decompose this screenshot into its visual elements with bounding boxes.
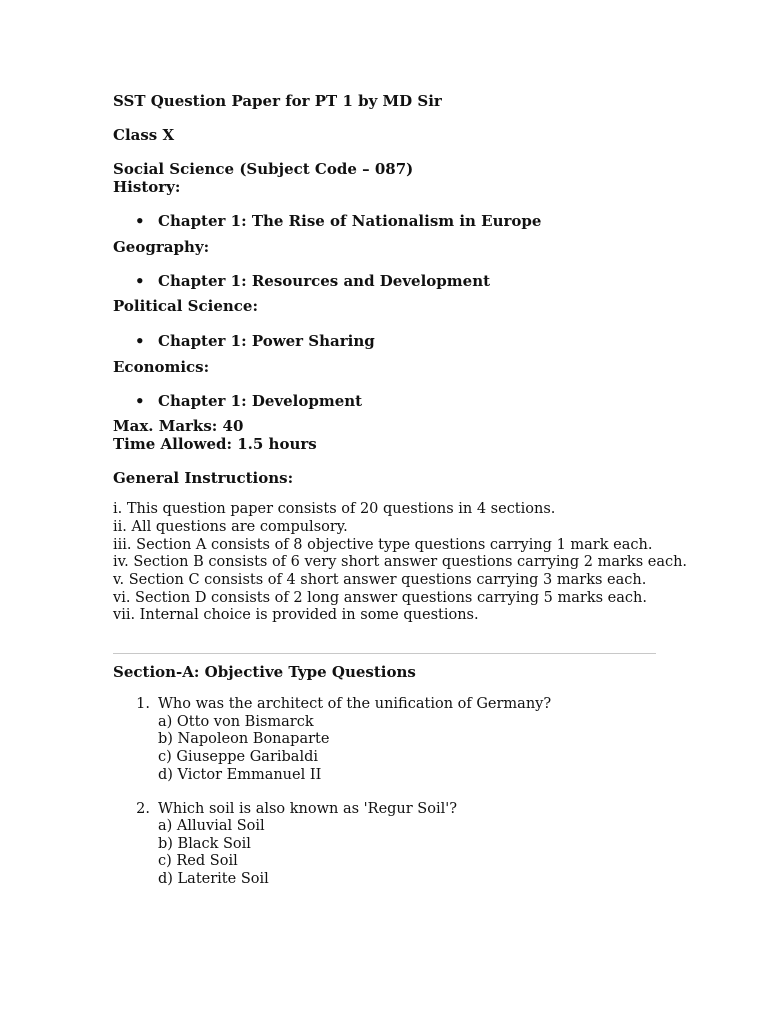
question-option: b) Black Soil <box>158 836 251 852</box>
instruction-item: vii. Internal choice is provided in some questions. <box>113 607 479 623</box>
time-allowed: Time Allowed: 1.5 hours <box>113 435 317 453</box>
bullet-icon: • <box>135 272 145 290</box>
paper-title: SST Question Paper for PT 1 by MD Sir <box>113 92 442 110</box>
instructions-heading: General Instructions: <box>113 469 294 487</box>
question-option: c) Giuseppe Garibaldi <box>158 749 319 765</box>
instruction-item: i. This question paper consists of 20 questions in 4 sections. <box>113 501 556 517</box>
syllabus-heading-political-science: Political Science: <box>113 297 259 315</box>
syllabus-item-geography <box>135 272 490 290</box>
syllabus-item-label: Chapter 1: Power Sharing <box>158 332 375 350</box>
question-text: Who was the architect of the unification of Germany? <box>158 696 552 712</box>
section-a-heading: Section-A: Objective Type Questions <box>113 663 416 681</box>
instruction-item: iv. Section B consists of 6 very short answer questions carrying 2 marks each. <box>113 554 688 570</box>
instruction-item: vi. Section D consists of 2 long answer questions carrying 5 marks each. <box>113 590 647 606</box>
syllabus-item-label: Chapter 1: Resources and Development <box>158 272 491 290</box>
question-option: b) Napoleon Bonaparte <box>158 731 330 747</box>
syllabus-heading-geography: Geography: <box>113 238 210 256</box>
syllabus-item-label: Chapter 1: Development <box>158 392 363 410</box>
bullet-icon: • <box>135 392 145 410</box>
syllabus-heading-history: History: <box>113 178 181 196</box>
question-option: a) Otto von Bismarck <box>158 714 314 730</box>
question-option: c) Red Soil <box>158 853 238 869</box>
section-divider <box>113 653 656 654</box>
syllabus-item-label: Chapter 1: The Rise of Nationalism in Europe <box>158 212 542 230</box>
instruction-item: ii. All questions are compulsory. <box>113 519 348 535</box>
instruction-item: iii. Section A consists of 8 objective type questions carrying 1 mark each. <box>113 537 653 553</box>
syllabus-item-economics <box>135 392 362 410</box>
subject-label: Social Science (Subject Code – 087) <box>113 160 414 178</box>
syllabus-item-political-science <box>135 332 375 350</box>
syllabus-item-history <box>135 212 541 230</box>
bullet-icon: • <box>135 332 145 350</box>
instruction-item: v. Section C consists of 4 short answer questions carrying 3 marks each. <box>113 572 647 588</box>
question-number: 2. <box>136 801 150 817</box>
class-label: Class X <box>113 126 175 144</box>
question-text: Which soil is also known as 'Regur Soil'? <box>158 801 458 817</box>
question-number: 1. <box>136 696 150 712</box>
max-marks: Max. Marks: 40 <box>113 417 244 435</box>
bullet-icon: • <box>135 212 145 230</box>
question-option: d) Laterite Soil <box>158 871 269 887</box>
question-option: a) Alluvial Soil <box>158 818 265 834</box>
syllabus-heading-economics: Economics: <box>113 358 210 376</box>
question-option: d) Victor Emmanuel II <box>158 767 322 783</box>
